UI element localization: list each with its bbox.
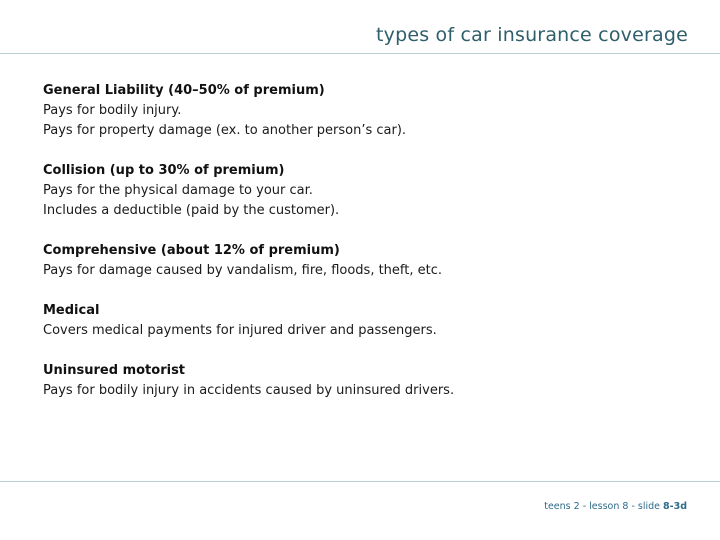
coverage-section-comprehensive [43, 241, 693, 281]
title-divider [0, 53, 720, 54]
section-heading: Medical [43, 303, 100, 318]
coverage-list [43, 81, 693, 421]
slide-title: types of car insurance coverage [375, 24, 688, 46]
section-heading: Uninsured motorist [43, 363, 186, 378]
section-line: Includes a deductible (paid by the customer). [43, 203, 340, 218]
section-line: Pays for the physical damage to your car. [43, 183, 313, 198]
coverage-section-uninsured-motorist [43, 361, 693, 401]
section-line: Pays for bodily injury in accidents caused by uninsured drivers. [43, 383, 455, 398]
slide-footer [544, 501, 687, 512]
coverage-section-general-liability [43, 81, 693, 141]
coverage-section-collision [43, 161, 693, 221]
section-line: Covers medical payments for injured driver and passengers. [43, 323, 437, 338]
footer-lesson-text: teens 2 - lesson 8 - slide [544, 501, 664, 512]
section-line: Pays for damage caused by vandalism, fire, floods, theft, etc. [43, 263, 443, 278]
section-line: Pays for bodily injury. [43, 103, 182, 118]
section-heading: Comprehensive (about 12% of premium) [43, 243, 340, 258]
footer-slide-number: 8-3d [663, 501, 687, 512]
section-heading: Collision (up to 30% of premium) [43, 163, 285, 178]
section-line: Pays for property damage (ex. to another person’s car). [43, 123, 407, 138]
footer-divider [0, 481, 720, 482]
coverage-section-medical [43, 301, 693, 341]
section-heading: General Liability (40–50% of premium) [43, 83, 325, 98]
